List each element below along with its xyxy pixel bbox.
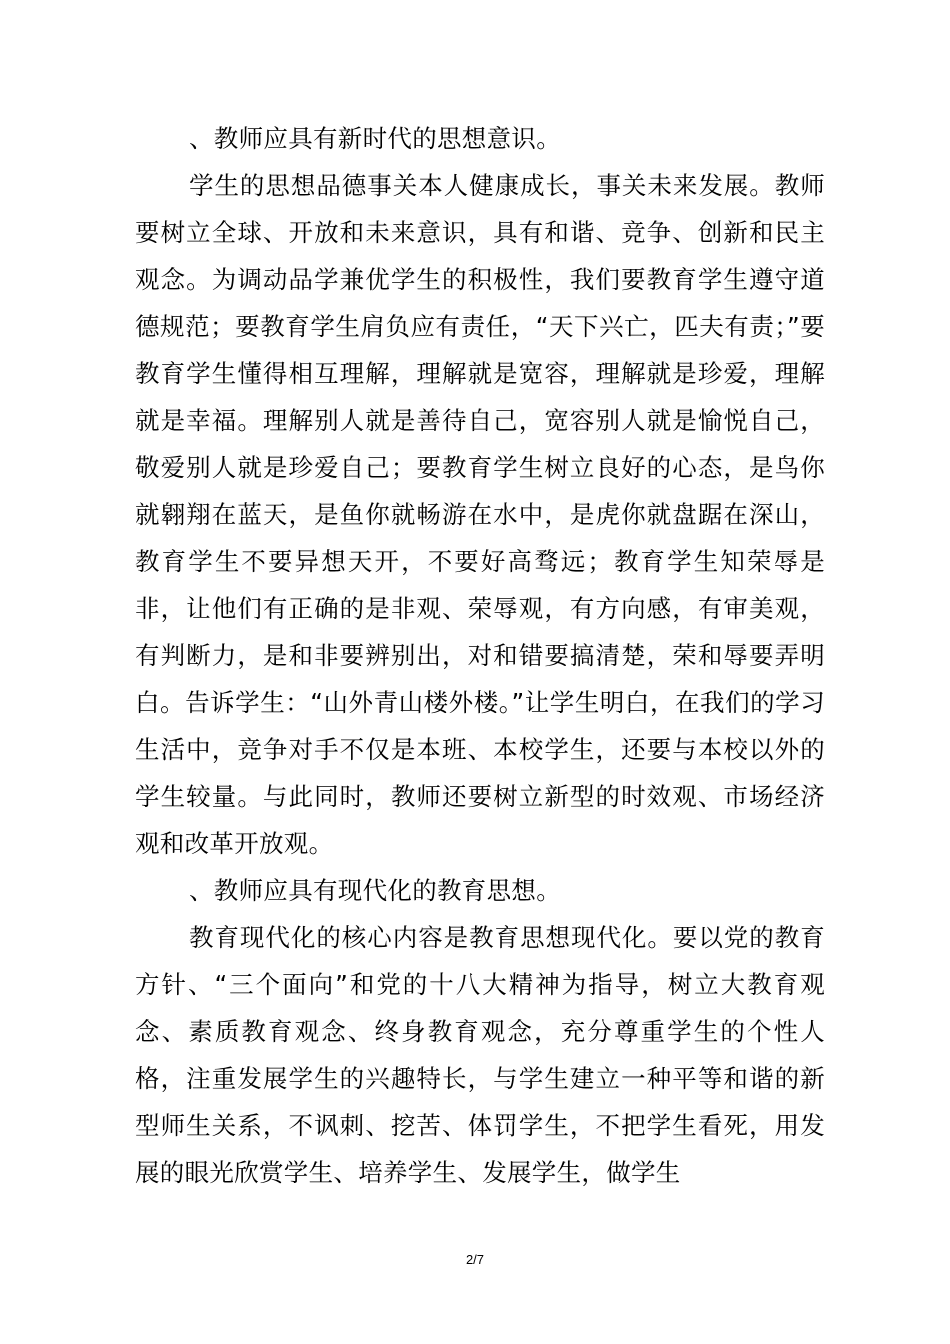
paragraph-1: 学生的思想品德事关本人健康成长，事关未来发展。教师要树立全球、开放和未来意识，具有和谐、竞争、创新和民主观念。为调动品学兼优学生的积极性，我们要教育学生遵守道德规范；要教育学生肩负应有责任，“天下兴亡，匹夫有责；”要教育学生懂得相互理解，理解就是宽容，理解就是珍爱，理解就是幸福。理解别人就是善待自己，宽容别人就是愉悦自己，敬爱别人就是珍爱自己；要教育学生树立良好的心态，是鸟你就翱翔在蓝天，是鱼你就畅游在水中，是虎你就盘踞在深山，教育学生不要异想天开，不要好高骛远；教育学生知荣辱是非，让他们有正确的是非观、荣辱观，有方向感，有审美观，有判断力，是和非要辨别出，对和错要搞清楚，荣和辱要弄明白。告诉学生：“山外青山楼外楼。”让学生明白，在我们的学习生活中，竞争对手不仅是本班、本校学生，还要与本校以外的学生较量。与此同时，教师还要树立新型的时效观、市场经济观和改革开放观。	[135, 171, 825, 858]
page-number: 2/7	[465, 1252, 485, 1267]
paragraph-2: 教育现代化的核心内容是教育思想现代化。要以党的教育方针、“三个面向”和党的十八大精神为指导，树立大教育观念、素质教育观念、终身教育观念，充分尊重学生的个性人格，注重发展学生的兴趣特长，与学生建立一种平等和谐的新型师生关系，不讽刺、挖苦、体罚学生，不把学生看死，用发展的眼光欣赏学生、培养学生、发展学生，做学生	[135, 923, 825, 1187]
section-heading-1: 、教师应具有新时代的思想意识。	[189, 124, 561, 153]
section-heading-2: 、教师应具有现代化的教育思想。	[189, 876, 561, 905]
document-body	[135, 115, 825, 1196]
